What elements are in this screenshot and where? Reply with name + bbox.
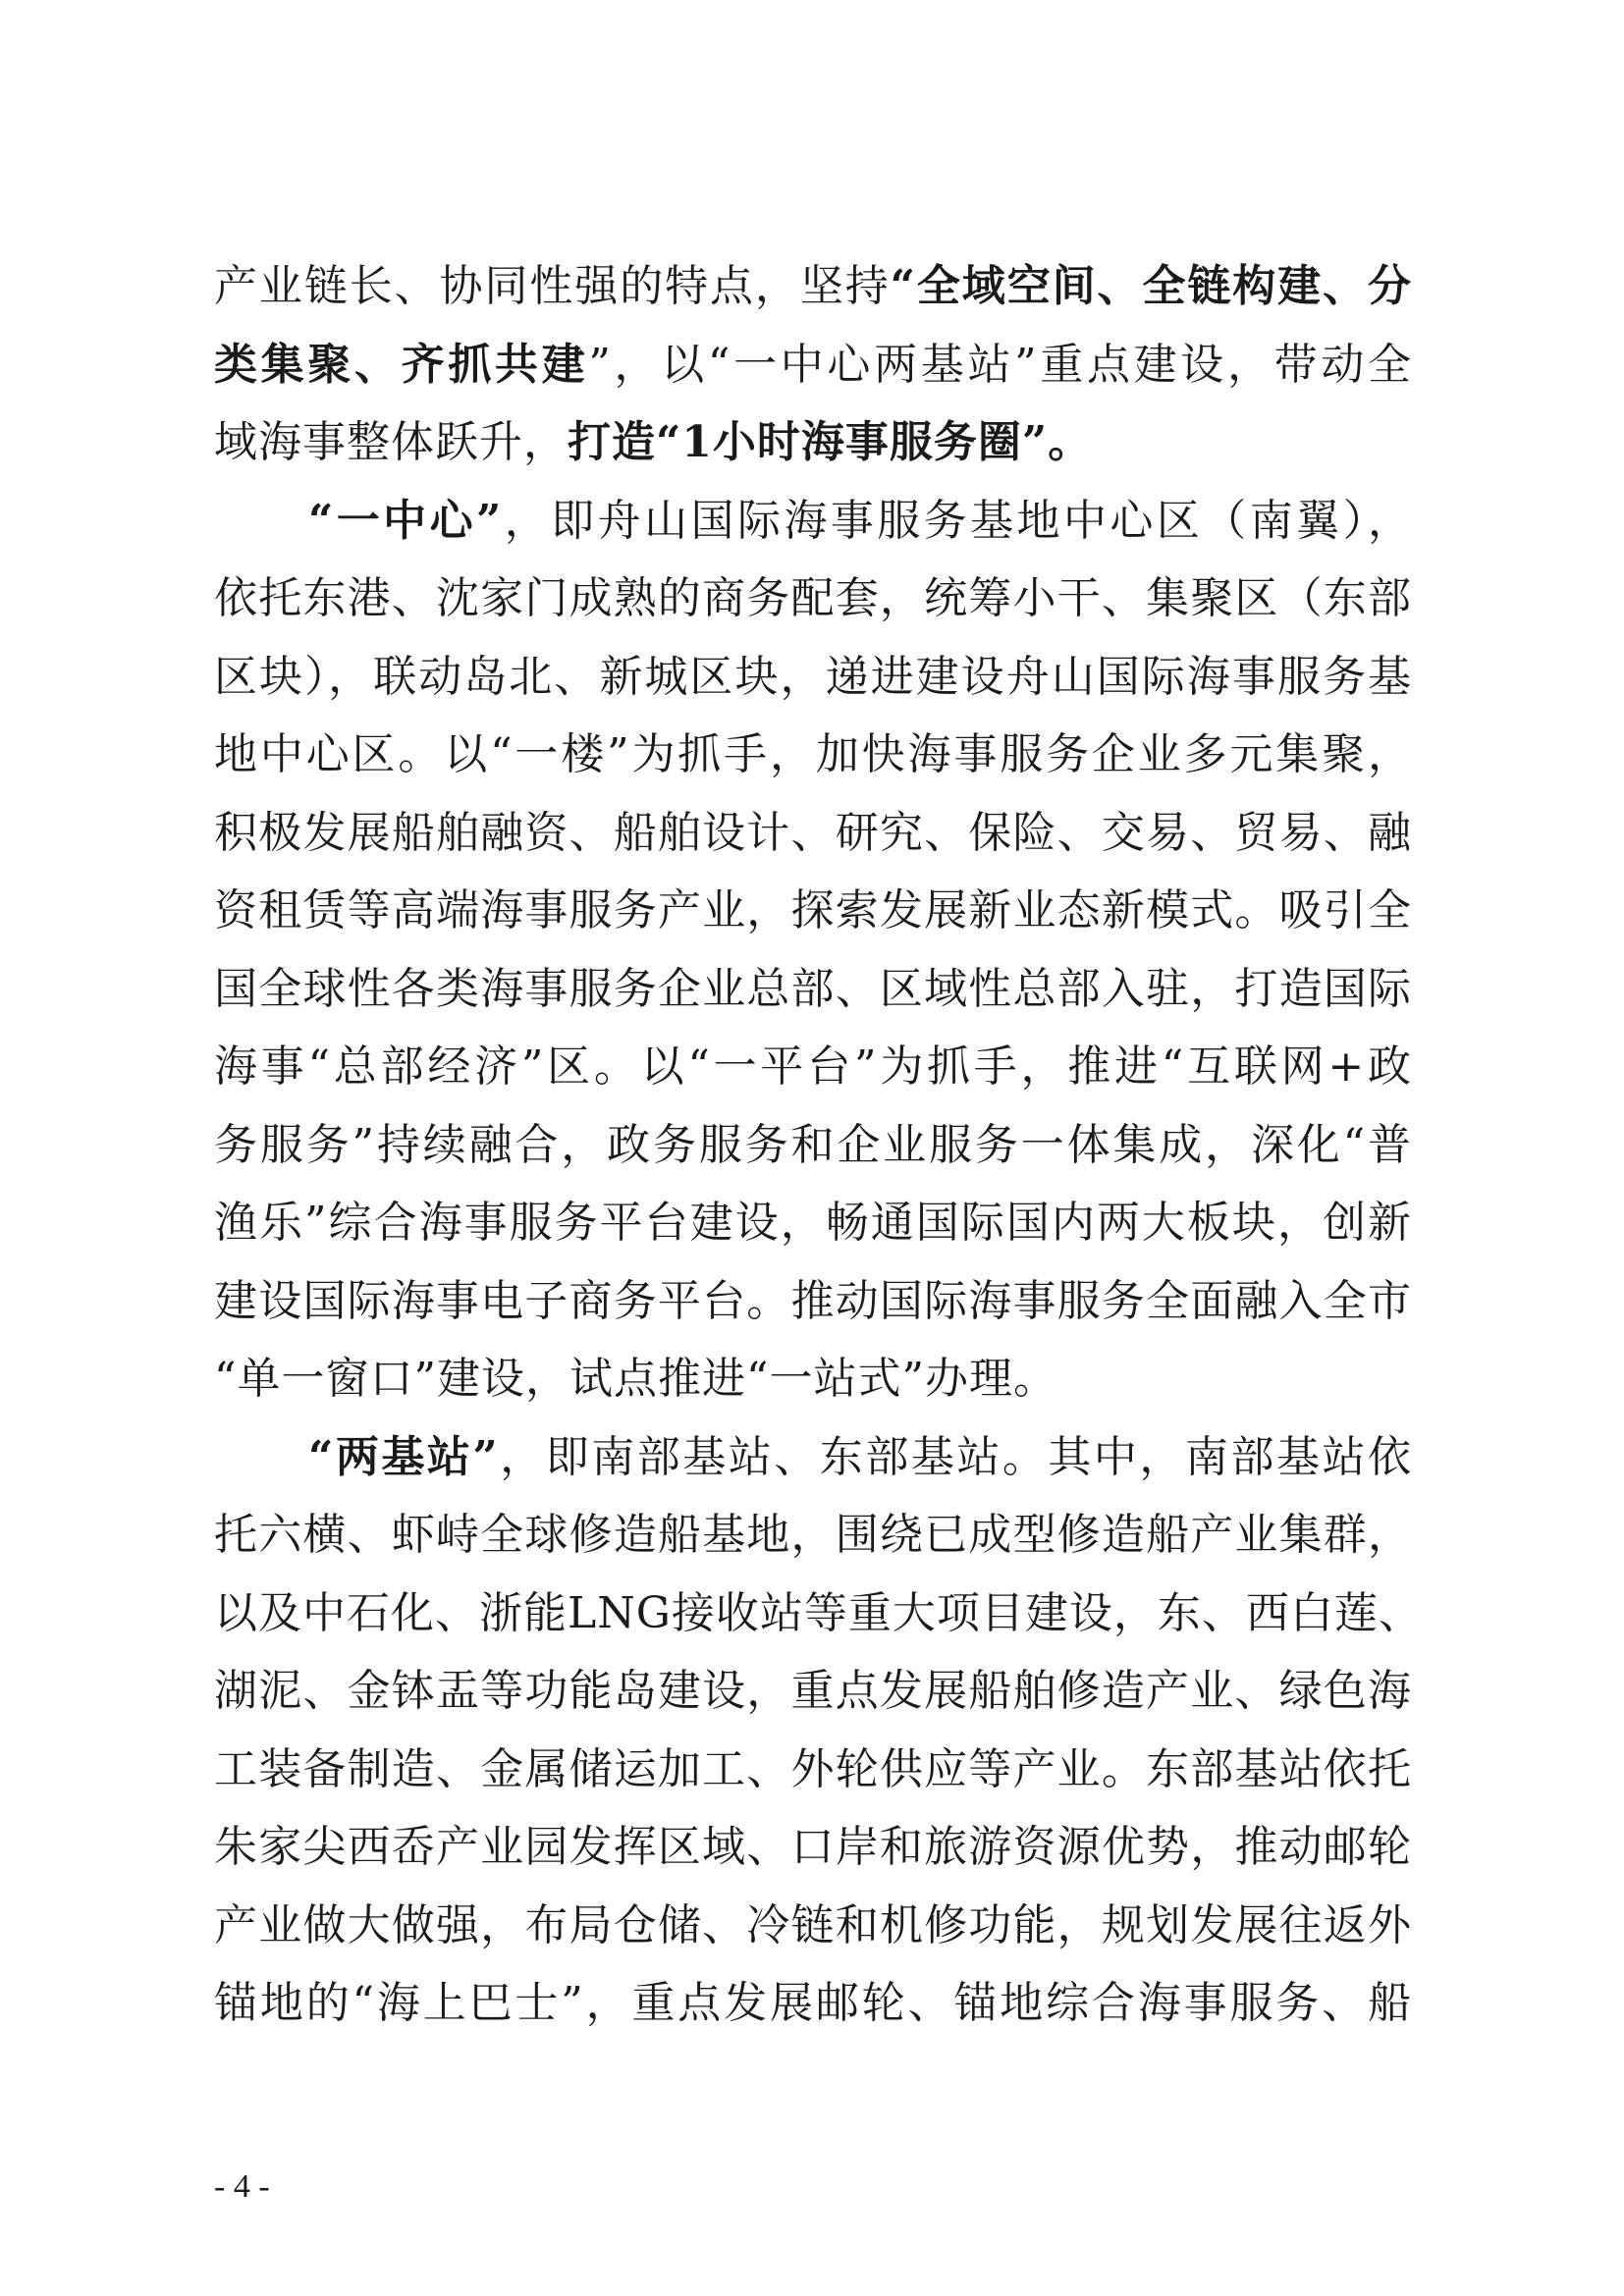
text-run: 国全球性各类海事服务企业总部、区域性总部入驻，打造国际	[214, 963, 1412, 1014]
text-run: 域海事整体跃升，	[214, 417, 568, 467]
text-line	[214, 1418, 1412, 1497]
text-run: 资租赁等高端海事服务产业，探索发展新业态新模式。吸引全	[214, 885, 1412, 935]
text-line	[214, 1028, 1412, 1106]
text-run: 海事“总部经济”区。以“一平台”为抓手，推进“互联网+政	[214, 1041, 1412, 1092]
text-line	[214, 1808, 1412, 1887]
text-run: “单一窗口”建设，试点推进“一站式”办理。	[214, 1354, 1057, 1404]
text-line	[214, 794, 1412, 873]
paragraph	[214, 482, 1412, 1418]
text-line	[214, 950, 1412, 1029]
text-line	[214, 1964, 1412, 2043]
text-run: 托六横、虾峙全球修造船基地，围绕已成型修造船产业集群，	[214, 1510, 1412, 1560]
text-line	[214, 1496, 1412, 1575]
text-run: 朱家尖西岙产业园发挥区域、口岸和旅游资源优势，推动邮轮	[214, 1822, 1412, 1872]
text-run: 依托东港、沈家门成熟的商务配套，统筹小干、集聚区（东部	[214, 573, 1412, 623]
text-run: 渔乐”综合海事服务平台建设，畅通国际国内两大板块，创新	[214, 1198, 1412, 1248]
text-run: ，即南部基站、东部基站。其中，南部基站依	[498, 1431, 1412, 1482]
text-run: 地中心区。以“一楼”为抓手，加快海事服务企业多元集聚，	[214, 729, 1412, 779]
text-line	[214, 1262, 1412, 1341]
text-run: 积极发展船舶融资、船舶设计、研究、保险、交易、贸易、融	[214, 807, 1412, 858]
text-line	[214, 1575, 1423, 1653]
text-run: 工装备制造、金属储运加工、外轮供应等产业。东部基站依托	[214, 1743, 1412, 1794]
text-line	[214, 638, 1412, 717]
text-line	[214, 1184, 1412, 1262]
text-line	[214, 1887, 1412, 1965]
bold-text-run: “全域空间、全链构建、分	[890, 261, 1413, 311]
text-run: 区块），联动岛北、新城区块，递进建设舟山国际海事服务基	[214, 651, 1412, 702]
text-line	[214, 1340, 1412, 1418]
paragraph	[214, 247, 1412, 482]
bold-text-run: “一中心”	[308, 495, 503, 546]
text-line	[214, 326, 1412, 404]
text-line	[214, 403, 1412, 482]
text-line	[214, 247, 1412, 326]
text-run: 建设国际海事电子商务平台。推动国际海事服务全面融入全市	[214, 1275, 1412, 1326]
page-number: - 4 -	[214, 2168, 270, 2205]
text-line	[214, 560, 1412, 638]
text-line	[214, 1652, 1412, 1731]
bold-text-run: “两基站”	[308, 1431, 499, 1482]
text-run: 产业做大做强，布局仓储、冷链和机修功能，规划发展往返外	[214, 1899, 1412, 1950]
text-line	[214, 716, 1412, 794]
text-run: 产业链长、协同性强的特点，坚持	[214, 261, 891, 311]
text-line	[214, 1731, 1412, 1809]
text-line	[214, 1106, 1412, 1185]
text-run: ，即舟山国际海事服务基地中心区（南翼），	[502, 495, 1413, 546]
document-body	[214, 247, 1423, 2043]
text-run: 以及中石化、浙能LNG接收站等重大项目建设，东、西白莲、	[214, 1587, 1423, 1638]
text-run: ”，以“一中心两基站”重点建设，带动全	[588, 339, 1412, 390]
bold-text-run: 类集聚、齐抓共建	[214, 339, 589, 390]
bold-text-run: 打造“1小时海事服务圈”。	[568, 417, 1093, 467]
paragraph	[214, 1418, 1423, 2043]
text-run: 湖泥、金钵盂等功能岛建设，重点发展船舶修造产业、绿色海	[214, 1666, 1412, 1716]
text-run: 锚地的“海上巴士”，重点发展邮轮、锚地综合海事服务、船	[214, 1978, 1412, 2028]
text-line	[214, 872, 1412, 950]
text-line	[214, 482, 1412, 561]
text-run: 务服务”持续融合，政务服务和企业服务一体集成，深化“普	[214, 1119, 1412, 1170]
